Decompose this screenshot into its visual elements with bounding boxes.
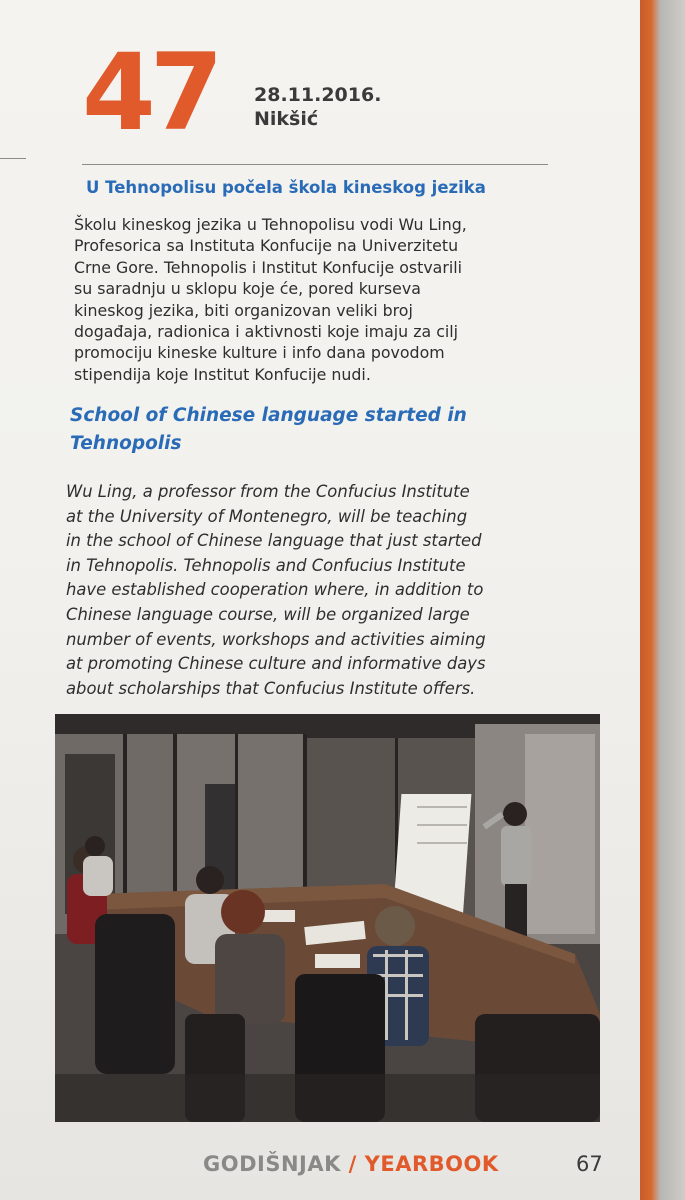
body-line: događaja, radionica i aktivnosti koje imaju za cilj xyxy=(74,322,459,342)
article-body-english xyxy=(66,480,586,701)
divider-main xyxy=(82,164,548,165)
body-line: in the school of Chinese language that just started xyxy=(66,531,482,551)
body-line: Crne Gore. Tehnopolis i Institut Konfucije ostvarili xyxy=(74,257,463,277)
yearbook-label-english: YEARBOOK xyxy=(364,1152,499,1176)
body-line: at the University of Montenegro, will be teaching xyxy=(66,506,468,526)
body-line: about scholarships that Confucius Institute offers. xyxy=(66,678,476,698)
yearbook-footer xyxy=(203,1152,499,1176)
page-number: 67 xyxy=(576,1152,603,1176)
body-line: Profesorica sa Instituta Konfucije na Univerzitetu xyxy=(74,236,459,256)
body-line: at promoting Chinese culture and informative days xyxy=(66,654,486,674)
body-line: Školu kineskog jezika u Tehnopolisu vodi Wu Ling, xyxy=(74,215,467,234)
yearbook-label-local: GODIŠNJAK xyxy=(203,1152,341,1176)
yearbook-separator: / xyxy=(340,1152,365,1176)
body-line: promociju kineske kulture i info dana povodom xyxy=(74,343,445,363)
body-line: su saradnju u sklopu koje će, pored kurseva xyxy=(74,279,421,299)
title-line: School of Chinese language started in xyxy=(70,405,467,426)
body-line: stipendija koje Institut Konfucije nudi. xyxy=(74,364,371,384)
book-spine xyxy=(640,0,685,1200)
body-line: Chinese language course, will be organized large xyxy=(66,604,470,624)
article-title-montenegrin: U Tehnopolisu počela škola kineskog jezika xyxy=(86,178,486,197)
article-body-montenegrin xyxy=(74,214,560,385)
entry-place: Nikšić xyxy=(254,108,319,130)
article-title-english xyxy=(70,402,550,458)
body-line: Wu Ling, a professor from the Confucius Institute xyxy=(66,482,470,501)
body-line: have established cooperation where, in addition to xyxy=(66,580,484,600)
body-line: kineskog jezika, biti organizovan veliki broj xyxy=(74,300,413,320)
body-line: in Tehnopolis. Tehnopolis and Confucius Institute xyxy=(66,555,466,575)
title-line: Tehnopolis xyxy=(70,433,182,454)
body-line: number of events, workshops and activities aiming xyxy=(66,629,486,649)
divider-left xyxy=(0,158,26,159)
entry-date: 28.11.2016. xyxy=(254,84,382,106)
entry-number: 47 xyxy=(82,31,218,154)
classroom-photo xyxy=(55,714,600,1122)
